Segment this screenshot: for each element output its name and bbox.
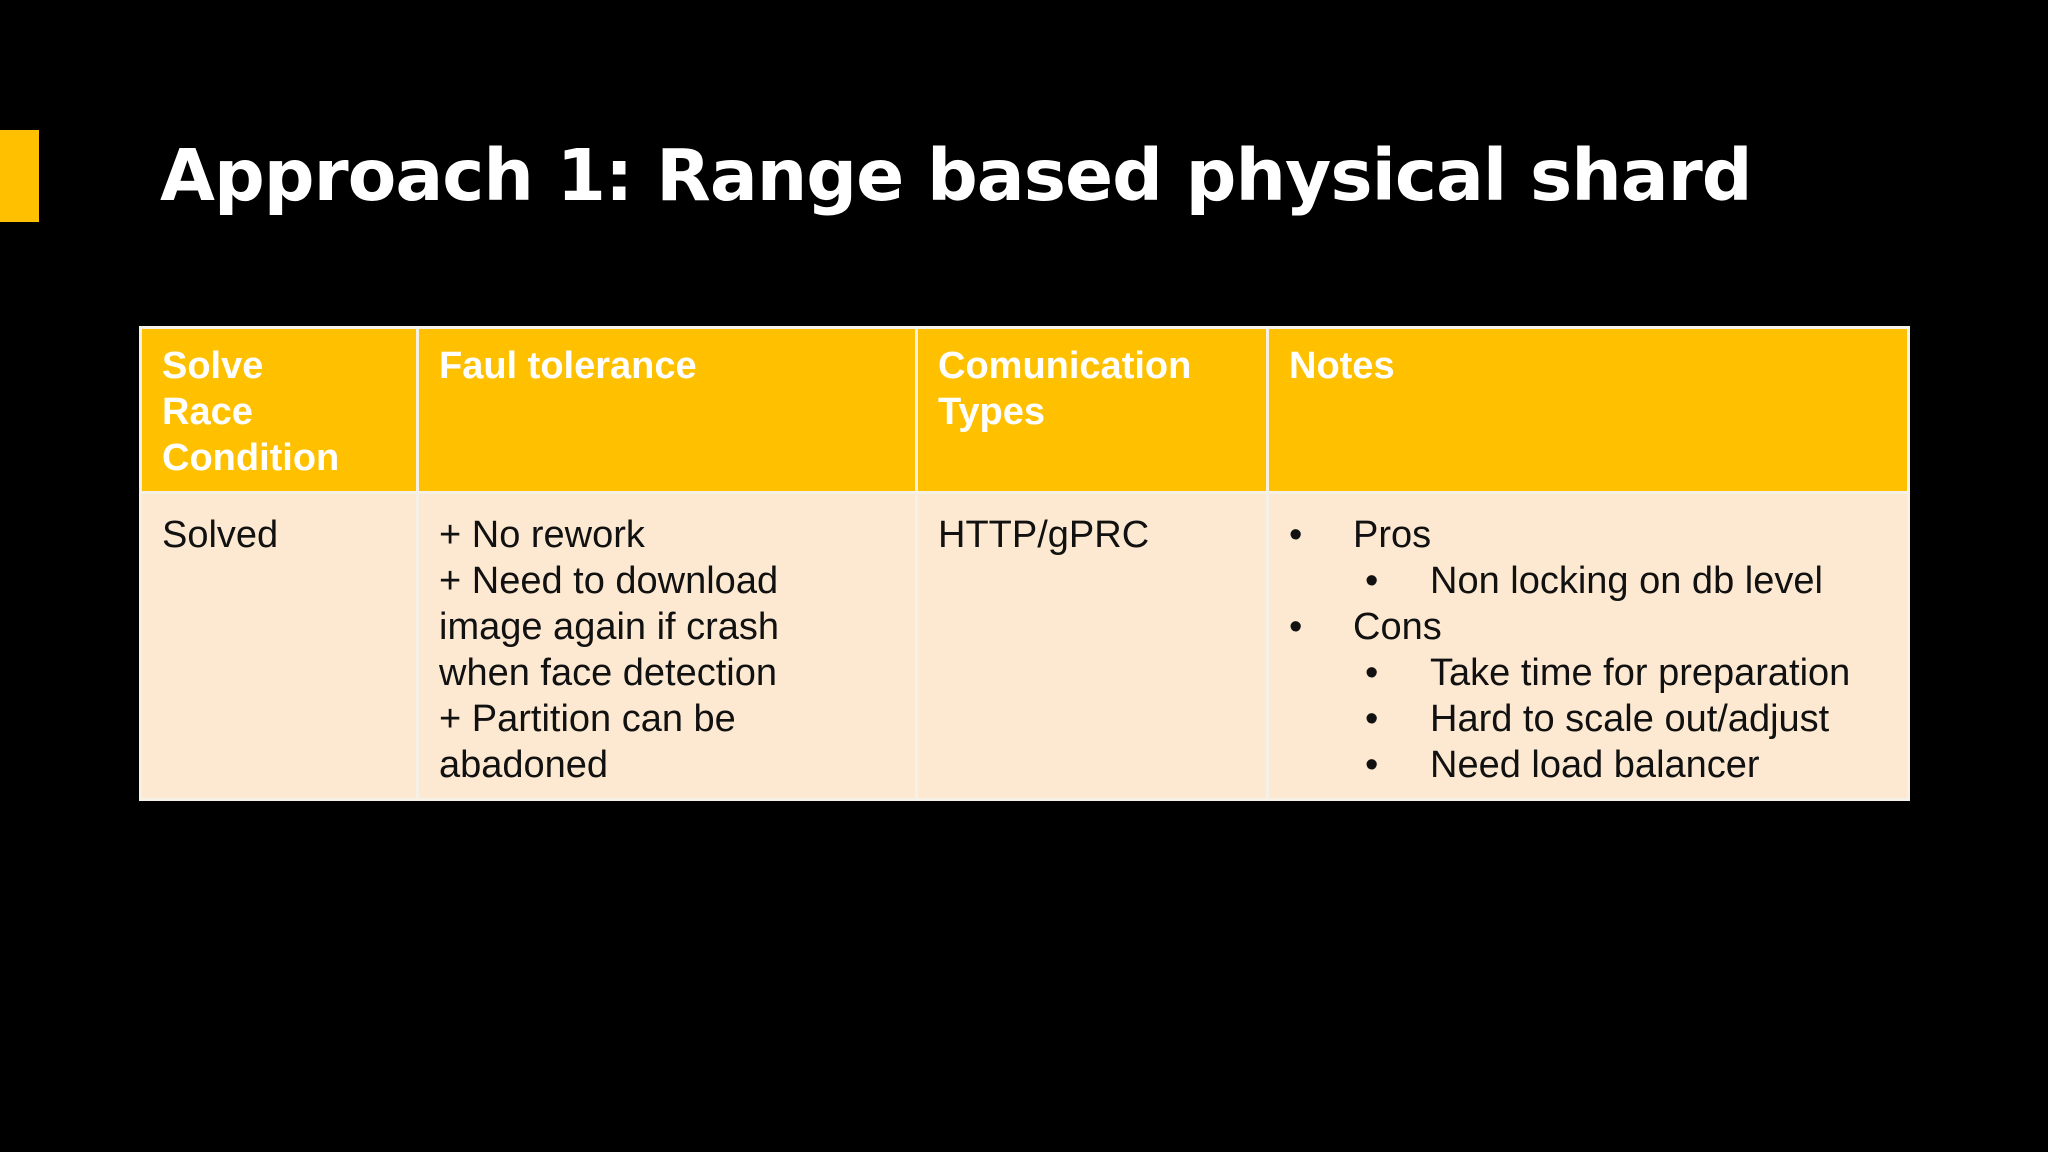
notes-subitem — [1289, 742, 1887, 788]
notes-item-text: Take time for preparation — [1430, 652, 1851, 694]
header-fault-tolerance — [418, 328, 917, 493]
fault-tolerance-line: + Need to download — [439, 560, 779, 602]
notes-item-text: Cons — [1353, 606, 1442, 648]
header-race-condition-line: Race — [162, 391, 253, 433]
notes-item-text: Pros — [1353, 514, 1432, 556]
comparison-table — [139, 326, 1910, 801]
fault-tolerance-line: image again if crash — [439, 606, 780, 648]
header-race-condition — [141, 328, 418, 493]
notes-subitem — [1289, 558, 1887, 604]
header-notes-line: Notes — [1289, 345, 1395, 387]
fault-tolerance-line: when face detection — [439, 652, 778, 694]
table-header-row — [141, 328, 1909, 493]
fault-tolerance-line: + No rework — [439, 514, 645, 556]
header-notes — [1268, 328, 1909, 493]
table-row — [141, 493, 1909, 800]
notes-subitem — [1289, 696, 1887, 742]
notes-item-cons — [1289, 604, 1887, 650]
cell-communication-types — [917, 493, 1268, 800]
bullet-icon: • — [1289, 606, 1303, 648]
header-communication-line: Types — [938, 391, 1046, 433]
notes-list — [1289, 512, 1887, 788]
bullet-icon: • — [1365, 744, 1379, 786]
cell-fault-tolerance — [418, 493, 917, 800]
header-fault-tolerance-line: Faul tolerance — [439, 345, 697, 387]
communication-types-value: HTTP/gPRC — [938, 514, 1150, 556]
header-race-condition-line: Solve — [162, 345, 264, 387]
fault-tolerance-line: abadoned — [439, 744, 609, 786]
header-race-condition-line: Condition — [162, 437, 340, 479]
race-condition-value: Solved — [162, 514, 279, 556]
header-communication-line: Comunication — [938, 345, 1192, 387]
cell-notes — [1268, 493, 1909, 800]
notes-item-text: Need load balancer — [1430, 744, 1760, 786]
notes-item-pros — [1289, 512, 1887, 558]
bullet-icon: • — [1365, 652, 1379, 694]
header-communication-types — [917, 328, 1268, 493]
fault-tolerance-line: + Partition can be — [439, 698, 736, 740]
notes-item-text: Non locking on db level — [1430, 560, 1823, 602]
notes-subitem — [1289, 650, 1887, 696]
bullet-icon: • — [1289, 514, 1303, 556]
title-accent-bar — [0, 130, 39, 222]
slide-title: Approach 1: Range based physical shard — [160, 134, 1752, 217]
cell-race-condition — [141, 493, 418, 800]
bullet-icon: • — [1365, 698, 1379, 740]
bullet-icon: • — [1365, 560, 1379, 602]
notes-item-text: Hard to scale out/adjust — [1430, 698, 1830, 740]
